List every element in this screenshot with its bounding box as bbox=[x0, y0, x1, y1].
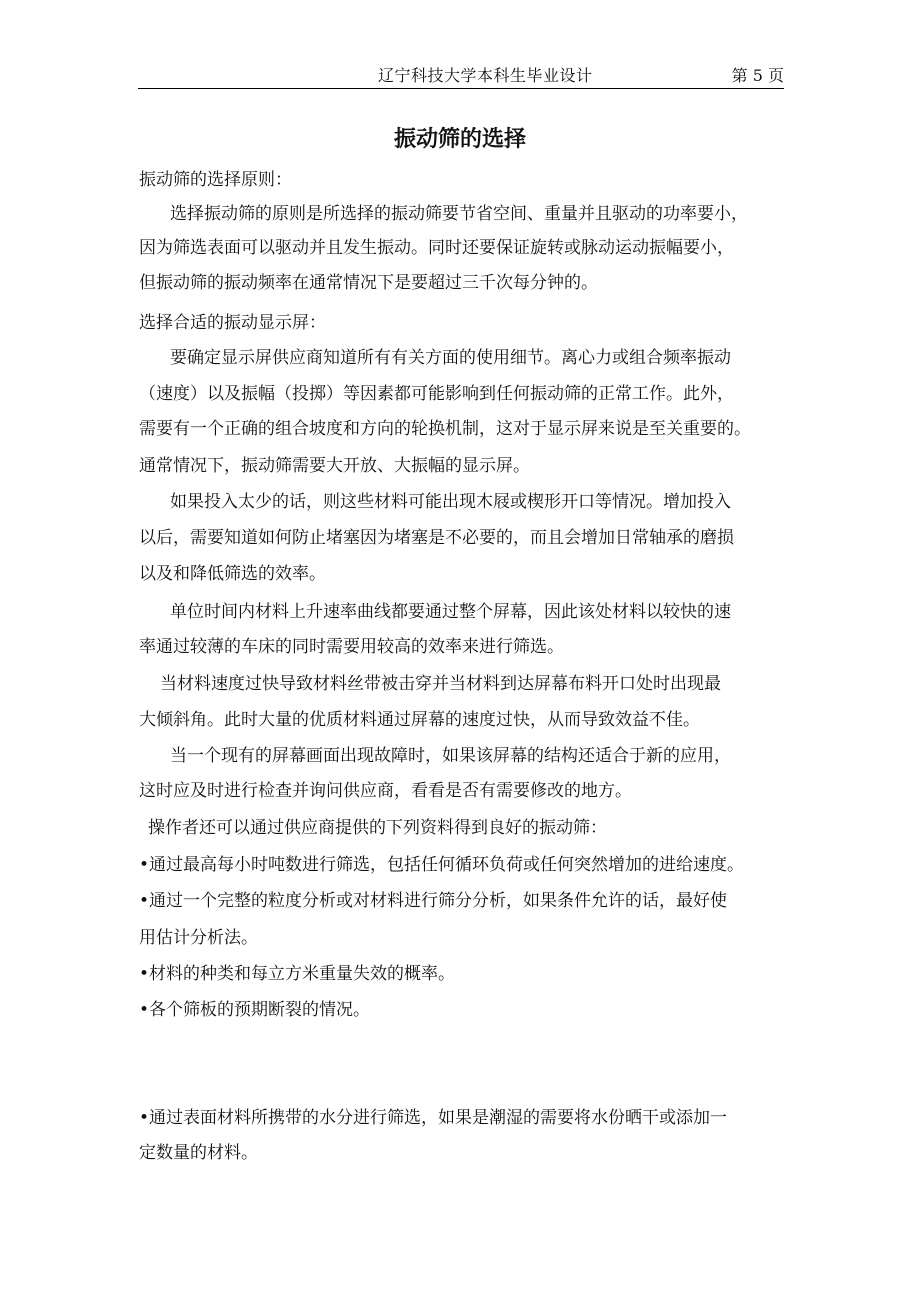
page-number: 第 5 页 bbox=[731, 66, 784, 85]
bullet-item: •各个筛板的预期断裂的情况。 bbox=[139, 1000, 371, 1020]
bullet-item-continuation: 定数量的材料。 bbox=[139, 1143, 258, 1163]
paragraph-line: 这时应及时进行检查并询问供应商，看看是否有需要修改的地方。 bbox=[139, 781, 632, 801]
paragraph-line: 率通过较薄的车床的同时需要用较高的效率来进行筛选。 bbox=[139, 637, 564, 657]
section-heading: 振动筛的选择原则： bbox=[139, 170, 292, 190]
page-title: 振动筛的选择 bbox=[393, 127, 526, 152]
paragraph-line: 选择振动筛的原则是所选择的振动筛要节省空间、重量并且驱动的功率要小， bbox=[170, 204, 748, 224]
section-heading: 选择合适的振动显示屏： bbox=[139, 313, 326, 333]
paragraph-line: 以及和降低筛选的效率。 bbox=[139, 564, 326, 584]
paragraph-line: 通常情况下，振动筛需要大开放、大振幅的显示屏。 bbox=[139, 456, 530, 476]
paragraph-line: 但振动筛的振动频率在通常情况下是要超过三千次每分钟的。 bbox=[139, 273, 598, 293]
paragraph-line: 需要有一个正确的组合坡度和方向的轮换机制，这对于显示屏来说是至关重要的。 bbox=[139, 419, 751, 439]
bullet-item: •通过一个完整的粒度分析或对材料进行筛分分析，如果条件允许的话，最好使 bbox=[139, 891, 728, 911]
paragraph-line: 因为筛选表面可以驱动并且发生振动。同时还要保证旋转或脉动运动振幅要小， bbox=[139, 238, 734, 258]
paragraph-line: 如果投入太少的话，则这些材料可能出现木屐或楔形开口等情况。增加投入 bbox=[170, 492, 731, 512]
paragraph-line: （速度）以及振幅（投掷）等因素都可能影响到任何振动筛的正常工作。此外， bbox=[139, 384, 734, 404]
bullet-item: •通过最高每小时吨数进行筛选，包括任何循环负荷或任何突然增加的进给速度。 bbox=[139, 855, 745, 875]
paragraph-line: 以后，需要知道如何防止堵塞因为堵塞是不必要的，而且会增加日常轴承的磨损 bbox=[139, 528, 734, 548]
paragraph-line: 要确定显示屏供应商知道所有有关方面的使用细节。离心力或组合频率振动 bbox=[170, 348, 731, 368]
bullet-item-continuation: 用估计分析法。 bbox=[139, 928, 258, 948]
paragraph-line: 当材料速度过快导致材料丝带被击穿并当材料到达屏幕布料开口处时出现最 bbox=[160, 674, 721, 694]
paragraph-line: 单位时间内材料上升速率曲线都要通过整个屏幕，因此该处材料以较快的速 bbox=[170, 602, 731, 622]
bullet-item: •通过表面材料所携带的水分进行筛选，如果是潮湿的需要将水份晒干或添加一 bbox=[139, 1108, 728, 1128]
header-title: 辽宁科技大学本科生毕业设计 bbox=[378, 66, 593, 85]
page-header bbox=[138, 62, 784, 89]
paragraph-line: 操作者还可以通过供应商提供的下列资料得到良好的振动筛： bbox=[148, 818, 607, 838]
paragraph-line: 当一个现有的屏幕画面出现故障时，如果该屏幕的结构还适合于新的应用， bbox=[170, 746, 731, 766]
bullet-item: •材料的种类和每立方米重量失效的概率。 bbox=[139, 964, 456, 984]
paragraph-line: 大倾斜角。此时大量的优质材料通过屏幕的速度过快，从而导致效益不佳。 bbox=[139, 710, 700, 730]
